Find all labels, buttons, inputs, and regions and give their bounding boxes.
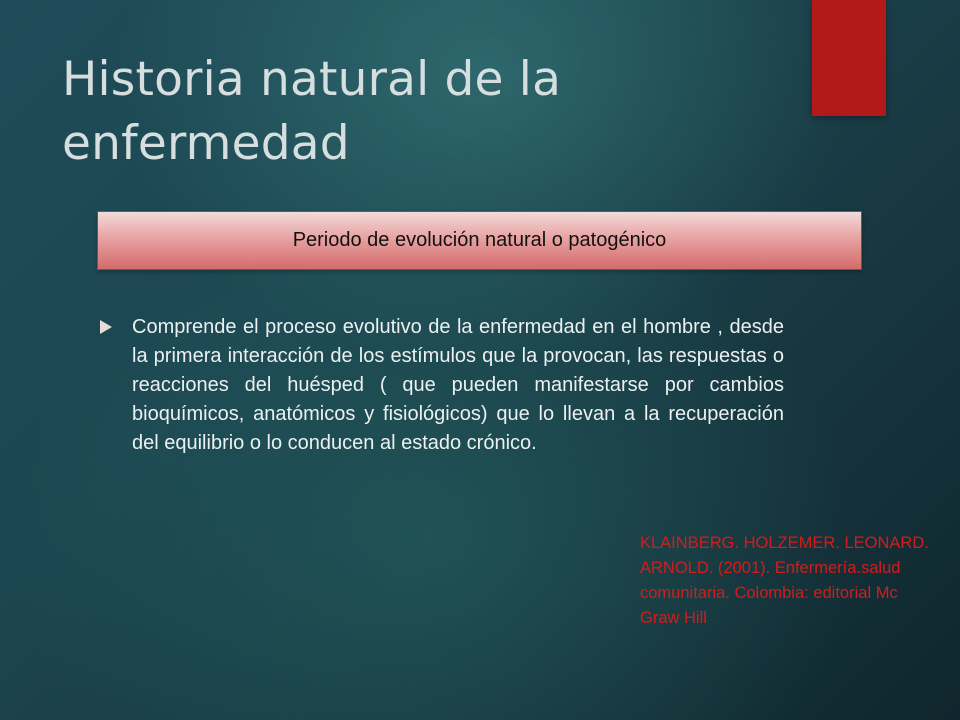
citation-text: KLAINBERG. HOLZEMER. LEONARD. ARNOLD. (2001). Enfermería.salud comunitaria. Colombia: editorial Mc Graw Hill: [640, 534, 929, 627]
bullet-item: [100, 313, 784, 458]
period-label: Periodo de evolución natural o patogénico: [292, 229, 667, 251]
bullet-text: Comprende el proceso evolutivo de la enfermedad en el hombre , desde la primera interacción de los estímulos que la provocan, las respuestas o reacciones del huésped ( que pueden manifestarse por cambios bioquímicos, anatómicos y fisiológicos) que lo llevan a la recuperación del equilibrio o lo conducen al estado crónico.: [132, 316, 784, 454]
triangle-bullet-icon: [100, 320, 112, 334]
slide-title: Historia natural de la enfermedad: [62, 52, 562, 171]
period-label-box: [97, 211, 862, 270]
accent-bar: [812, 0, 886, 116]
